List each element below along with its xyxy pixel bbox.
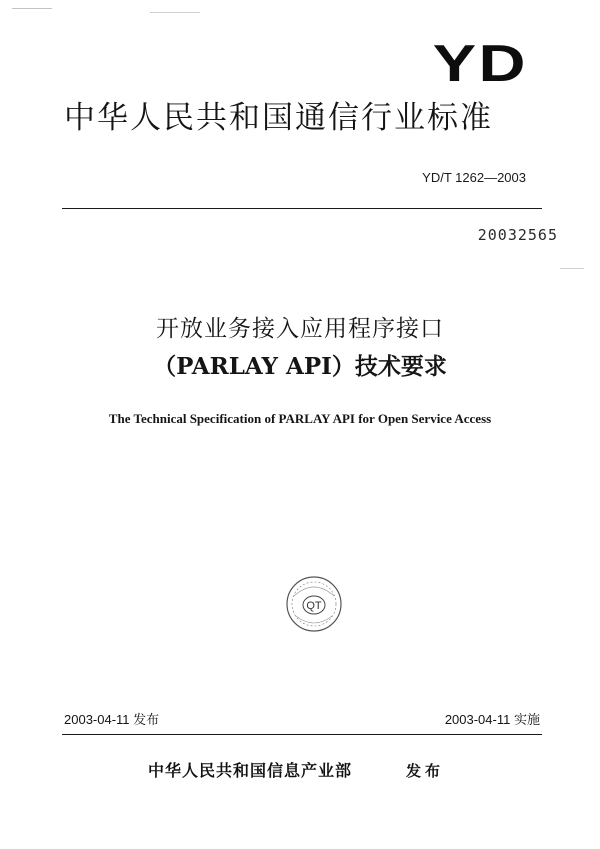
- title-cn-line2: （PARLAY API）技术要求: [153, 353, 447, 380]
- implement-date: 2003-04-11: [444, 712, 511, 727]
- issue-label: 发布: [133, 712, 160, 727]
- scan-artifact: [150, 12, 200, 13]
- issue-date-line: [64, 712, 159, 728]
- seal-letters: QT: [306, 600, 322, 612]
- publish-verb: 发布: [406, 762, 445, 780]
- scan-artifact: [12, 8, 52, 9]
- standard-code: YD/T 1262—2003: [422, 170, 526, 185]
- serial-number: 20032565: [477, 226, 558, 244]
- title-en: The Technical Specification of PARLAY API for Open Service Access: [108, 411, 492, 426]
- issue-date: 2003-04-11: [64, 712, 130, 727]
- scan-artifact: [560, 268, 584, 269]
- implement-date-line: [360, 712, 540, 728]
- publisher-name: 中华人民共和国信息产业部: [148, 761, 353, 780]
- header-divider: [62, 208, 542, 209]
- standard-class-heading: 中华人民共和国通信行业标准: [64, 100, 493, 136]
- footer-divider: [62, 734, 542, 735]
- yd-logo: YD: [432, 35, 528, 93]
- implement-label: 实施: [513, 712, 540, 727]
- title-cn-line1: 开放业务接入应用程序接口: [156, 316, 444, 342]
- library-seal-stamp: [284, 574, 344, 634]
